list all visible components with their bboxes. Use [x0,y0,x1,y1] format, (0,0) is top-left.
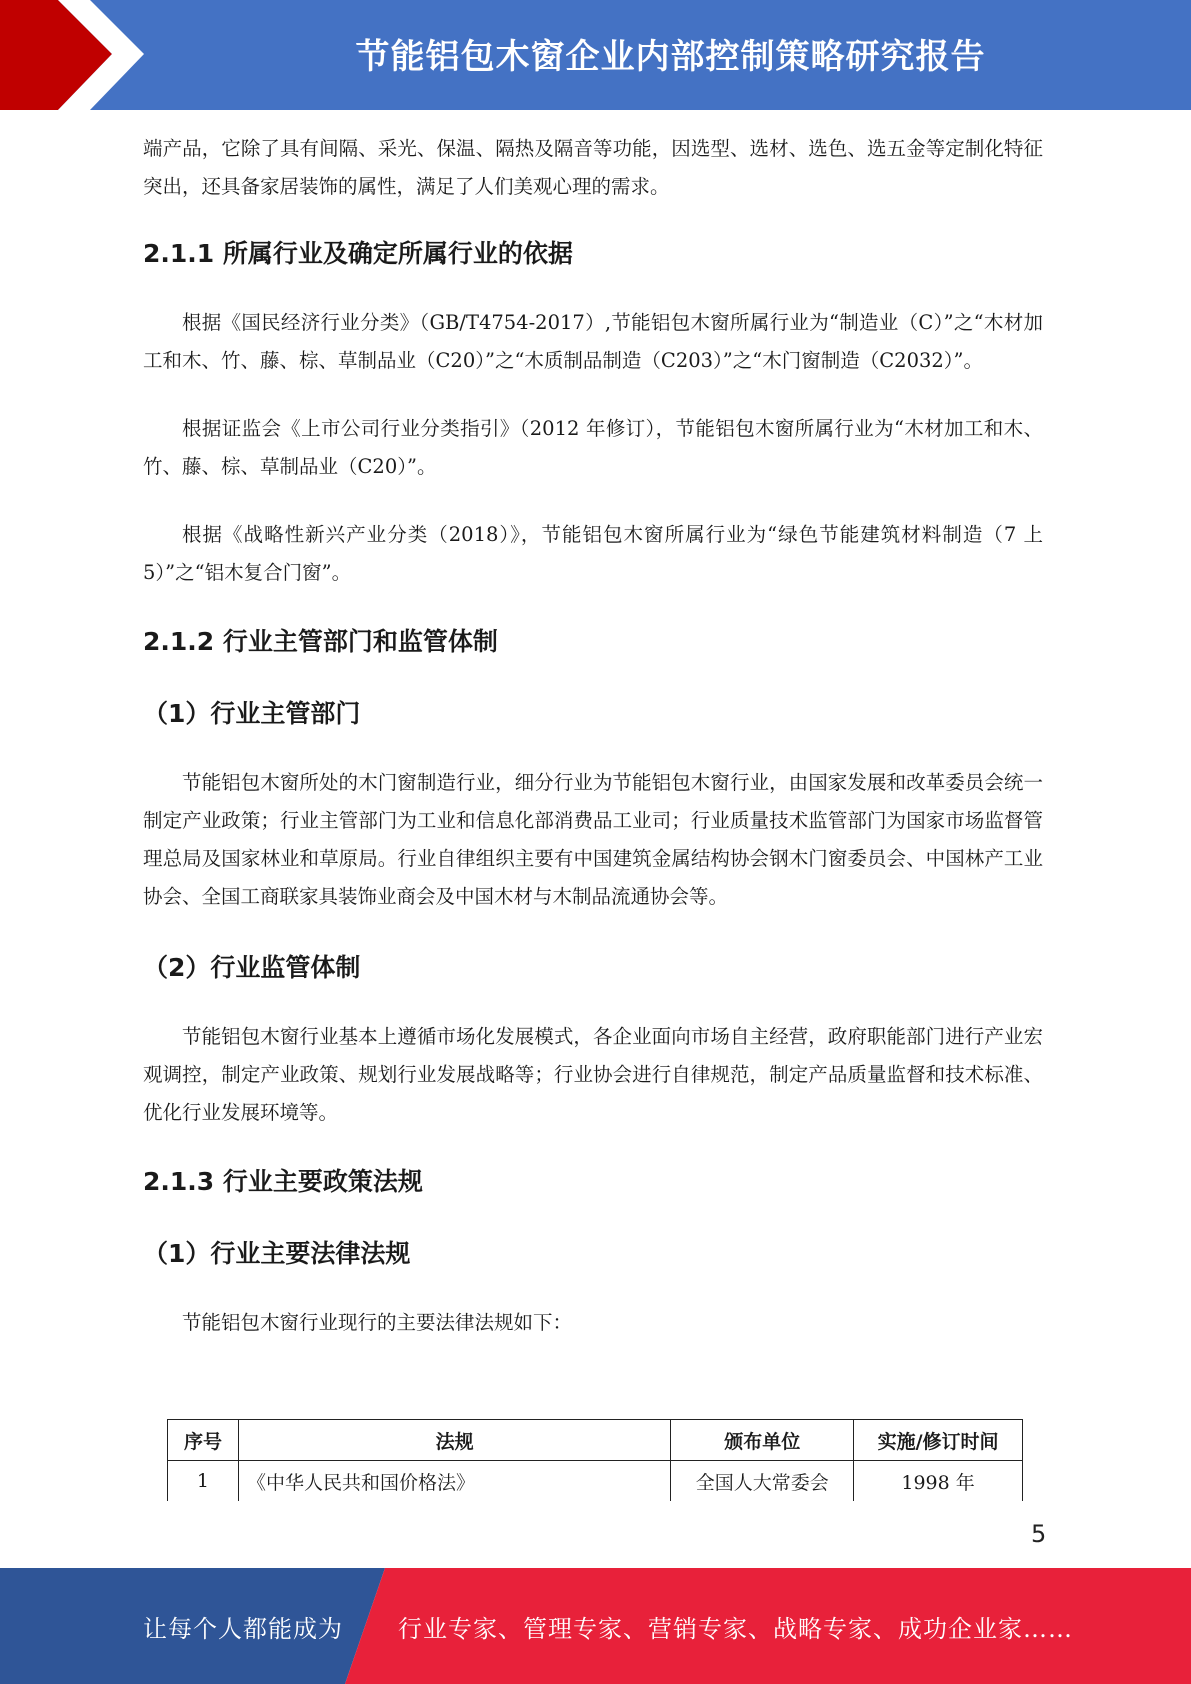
cell-law: 《中华人民共和国价格法》 [238,1461,670,1502]
header-effective-date: 实施/修订时间 [854,1420,1023,1461]
subsection-laws-regulations: （1）行业主要法律法规 [143,1239,411,1268]
section-2-1-3-title: 2.1.3 行业主要政策法规 [143,1167,423,1196]
s213-paragraph-1: 节能铝包木窗行业现行的主要法律法规如下： [182,1311,573,1334]
footer-band [0,1568,1191,1684]
laws-table [167,1419,1023,1501]
cell-effective-date: 1998 年 [854,1461,1023,1502]
table-row [168,1461,1023,1502]
report-title: 节能铝包木窗企业内部控制策略研究报告 [355,36,986,77]
section-2-1-1-title: 2.1.1 所属行业及确定所属行业的依据 [143,239,573,268]
header-issuer: 颁布单位 [671,1420,854,1461]
page-number: 5 [1031,1520,1047,1548]
table-header-row [168,1420,1023,1461]
subsection-competent-department: （1）行业主管部门 [143,699,361,728]
footer-slogan-right: 行业专家、管理专家、营销专家、战略专家、成功企业家…… [398,1614,1073,1643]
footer-slogan-left: 让每个人都能成为 [143,1614,343,1643]
header-law: 法规 [238,1420,670,1461]
cell-issuer: 全国人大常委会 [671,1461,854,1502]
s212-paragraph-1: 节能铝包木窗所处的木门窗制造行业，细分行业为节能铝包木窗行业，由国家发展和改革委员会统一制定产业政策；行业主管部门为工业和信息化部消费品工业司；行业质量技术监管部门为国家市场监督管理总局及国家林业和草原局。行业自律组织主要有中国建筑金属结构协会钢木门窗委员会、中国林产工业协会、全国工商联家具装饰业商会及中国木材与木制品流通协会等。 [143,771,1043,908]
header-seq: 序号 [168,1420,239,1461]
s211-paragraph-3: 根据《战略性新兴产业分类（2018）》，节能铝包木窗所属行业为“绿色节能建筑材料制造（7 上 5）”之“铝木复合门窗”。 [143,523,1043,584]
header-band [0,0,1191,110]
section-2-1-2-title: 2.1.2 行业主管部门和监管体制 [143,627,498,656]
subsection-regulatory-system: （2）行业监管体制 [143,953,361,982]
s211-paragraph-1: 根据《国民经济行业分类》（GB/T4754-2017）,节能铝包木窗所属行业为“制造业（C）”之“木材加工和木、竹、藤、棕、草制品业（C20）”之“木质制品制造（C203）”之“木门窗制造（C2032）”。 [143,311,1043,372]
cell-seq: 1 [168,1461,239,1502]
s212-paragraph-2: 节能铝包木窗行业基本上遵循市场化发展模式，各企业面向市场自主经营，政府职能部门进行产业宏观调控，制定产业政策、规划行业发展战略等；行业协会进行自律规范，制定产品质量监督和技术标准、优化行业发展环境等。 [143,1025,1043,1124]
intro-paragraph: 端产品，它除了具有间隔、采光、保温、隔热及隔音等功能，因选型、选材、选色、选五金等定制化特征突出，还具备家居装饰的属性，满足了人们美观心理的需求。 [143,137,1043,198]
document-body [143,130,1043,1342]
s211-paragraph-2: 根据证监会《上市公司行业分类指引》（2012 年修订），节能铝包木窗所属行业为“木材加工和木、竹、藤、棕、草制品业（C20）”。 [143,417,1043,478]
